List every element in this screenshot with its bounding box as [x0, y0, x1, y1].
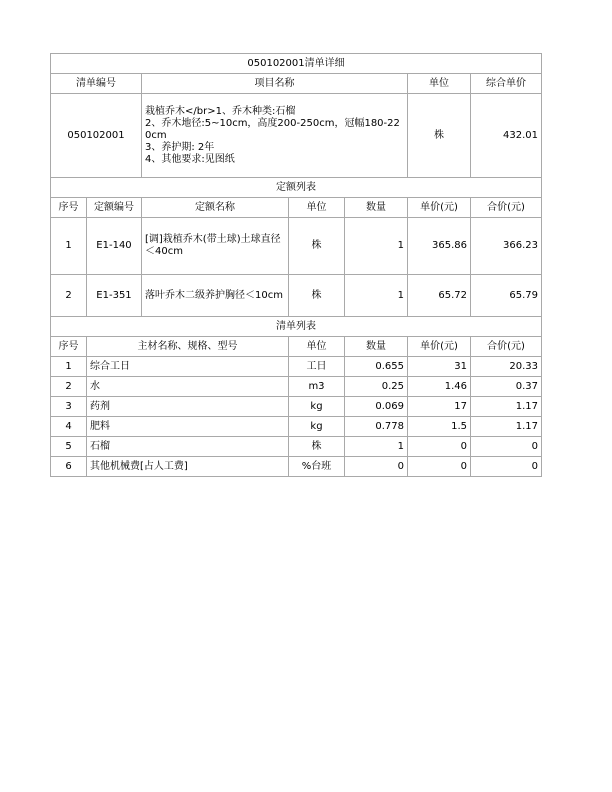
material-total: 0.37 [471, 377, 542, 397]
material-row [51, 457, 542, 477]
material-section-row [51, 317, 542, 337]
material-unit: kg [289, 397, 345, 417]
material-name: 其他机械费[占人工费] [87, 457, 289, 477]
material-unit: kg [289, 417, 345, 437]
bill-code-header: 清单编号 [51, 74, 142, 94]
page-title: 050102001清单详细 [51, 54, 542, 74]
material-qty: 0.778 [345, 417, 408, 437]
material-price: 0 [408, 437, 471, 457]
quota-price-header: 单价(元) [408, 198, 471, 218]
bill-header-row [51, 74, 542, 94]
material-unit: 株 [289, 437, 345, 457]
material-price: 17 [408, 397, 471, 417]
material-row [51, 397, 542, 417]
material-seq: 2 [51, 377, 87, 397]
material-price: 0 [408, 457, 471, 477]
material-seq: 6 [51, 457, 87, 477]
quota-unit-header: 单位 [289, 198, 345, 218]
material-unit: 工日 [289, 357, 345, 377]
material-qty: 0.069 [345, 397, 408, 417]
quota-section-title: 定额列表 [51, 178, 542, 198]
material-header-row [51, 337, 542, 357]
quota-row [51, 275, 542, 317]
quota-name: [调]栽植乔木(带土球)土球直径＜40cm [142, 218, 289, 275]
quota-code-header: 定额编号 [87, 198, 142, 218]
quota-qty: 1 [345, 218, 408, 275]
bill-row [51, 94, 542, 178]
material-total: 0 [471, 437, 542, 457]
material-qty: 0 [345, 457, 408, 477]
material-price: 31 [408, 357, 471, 377]
bill-name-header: 项目名称 [142, 74, 408, 94]
material-price: 1.46 [408, 377, 471, 397]
quota-price: 365.86 [408, 218, 471, 275]
quota-name-header: 定额名称 [142, 198, 289, 218]
material-qty-header: 数量 [345, 337, 408, 357]
bill-unit-price-header: 综合单价 [471, 74, 542, 94]
bill-unit: 株 [408, 94, 471, 178]
quota-name: 落叶乔木二级养护胸径＜10cm [142, 275, 289, 317]
title-row [51, 54, 542, 74]
quota-seq: 1 [51, 218, 87, 275]
material-total: 20.33 [471, 357, 542, 377]
material-name: 药剂 [87, 397, 289, 417]
material-name: 肥料 [87, 417, 289, 437]
material-name: 综合工日 [87, 357, 289, 377]
material-name: 水 [87, 377, 289, 397]
material-row [51, 437, 542, 457]
material-price-header: 单价(元) [408, 337, 471, 357]
material-name: 石榴 [87, 437, 289, 457]
material-row [51, 377, 542, 397]
material-qty: 1 [345, 437, 408, 457]
bill-unit-price: 432.01 [471, 94, 542, 178]
material-seq: 4 [51, 417, 87, 437]
material-qty: 0.25 [345, 377, 408, 397]
material-total: 0 [471, 457, 542, 477]
material-name-header: 主材名称、规格、型号 [87, 337, 289, 357]
bill-name: 栽植乔木</br>1、乔木种类:石榴 2、乔木地径:5~10cm，高度200-250cm，冠幅180-220cm 3、养护期: 2年 4、其他要求:见图纸 [142, 94, 408, 178]
bill-detail-table [50, 53, 542, 477]
quota-total-header: 合价(元) [471, 198, 542, 218]
quota-code: E1-140 [87, 218, 142, 275]
material-seq: 5 [51, 437, 87, 457]
material-unit-header: 单位 [289, 337, 345, 357]
quota-row [51, 218, 542, 275]
material-seq: 3 [51, 397, 87, 417]
material-seq-header: 序号 [51, 337, 87, 357]
material-row [51, 417, 542, 437]
quota-qty: 1 [345, 275, 408, 317]
quota-seq: 2 [51, 275, 87, 317]
material-price: 1.5 [408, 417, 471, 437]
bill-code: 050102001 [51, 94, 142, 178]
quota-code: E1-351 [87, 275, 142, 317]
material-total-header: 合价(元) [471, 337, 542, 357]
bill-unit-header: 单位 [408, 74, 471, 94]
material-qty: 0.655 [345, 357, 408, 377]
quota-unit: 株 [289, 218, 345, 275]
quota-qty-header: 数量 [345, 198, 408, 218]
material-total: 1.17 [471, 397, 542, 417]
quota-header-row [51, 198, 542, 218]
quota-total: 65.79 [471, 275, 542, 317]
quota-price: 65.72 [408, 275, 471, 317]
material-unit: m3 [289, 377, 345, 397]
material-row [51, 357, 542, 377]
material-total: 1.17 [471, 417, 542, 437]
quota-unit: 株 [289, 275, 345, 317]
material-seq: 1 [51, 357, 87, 377]
quota-total: 366.23 [471, 218, 542, 275]
quota-section-row [51, 178, 542, 198]
quota-seq-header: 序号 [51, 198, 87, 218]
material-section-title: 清单列表 [51, 317, 542, 337]
material-unit: %台班 [289, 457, 345, 477]
